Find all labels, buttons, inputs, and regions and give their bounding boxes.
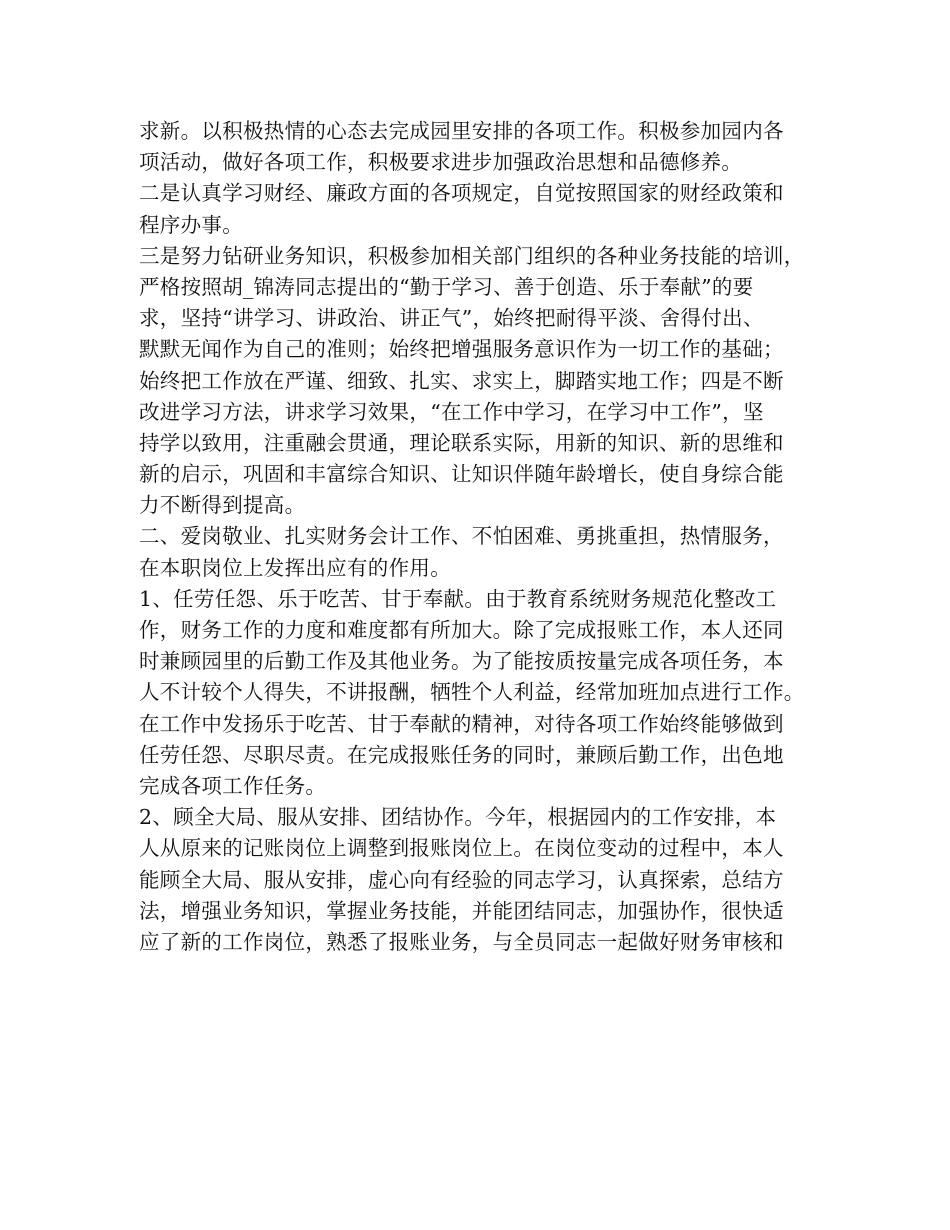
- text-line: 作，财务工作的力度和难度都有所加大。除了完成报账工作，本人还同: [139, 618, 784, 642]
- text-line: 默默无闻作为自己的准则；始终把增强服务意识作为一切工作的基础；: [139, 337, 784, 362]
- text-line: 新的启示，巩固和丰富综合知识、让知识伴随年龄增长，使自身综合能: [139, 462, 784, 487]
- text-line: 能顾全大局、服从安排，虚心向有经验的同志学习，认真探索，总结方: [139, 867, 784, 892]
- text-line: 改进学习方法，讲求学习效果，“在工作中学习，在学习中工作”，坚: [139, 399, 764, 424]
- body-text: [139, 116, 829, 958]
- text-line: 求，坚持“讲学习、讲政治、讲正气”，始终把耐得平淡、舍得付出、: [139, 306, 764, 331]
- text-line: 程序办事。: [139, 212, 243, 237]
- text-line: 项活动，做好各项工作，积极要求进步加强政治思想和品德修养。: [139, 150, 743, 175]
- text-line: 持学以致用，注重融会贯通，理论联系实际，用新的知识、新的思维和: [139, 430, 784, 455]
- text-line: 严格按照胡_锦涛同志提出的“勤于学习、善于创造、乐于奉献”的要: [139, 274, 754, 299]
- text-line: 人从原来的记账岗位上调整到报账岗位上。在岗位变动的过程中，本人: [139, 836, 784, 861]
- text-line: 在本职岗位上发挥出应有的作用。: [139, 555, 451, 580]
- text-line: 2、顾全大局、服从安排、团结协作。今年，根据园内的工作安排，本: [139, 805, 777, 830]
- text-line: 力不断得到提高。: [139, 493, 306, 518]
- text-line: 任劳任怨、尽职尽责。在完成报账任务的同时，兼顾后勤工作，出色地: [139, 742, 784, 767]
- text-line: 始终把工作放在严谨、细致、扎实、求实上，脚踏实地工作；四是不断: [139, 368, 784, 393]
- text-line: 三是努力钻研业务知识，积极参加相关部门组织的各种业务技能的培训，: [139, 243, 805, 268]
- text-line: 求新。以积极热情的心态去完成园里安排的各项工作。积极参加园内各: [139, 119, 784, 143]
- text-line: 在工作中发扬乐于吃苦、甘于奉献的精神，对待各项工作始终能够做到: [139, 711, 784, 736]
- text-line: 应了新的工作岗位，熟悉了报账业务，与全员同志一起做好财务审核和: [139, 929, 784, 954]
- text-line: 人不计较个人得失，不讲报酬，牺牲个人利益，经常加班加点进行工作。: [139, 680, 805, 705]
- text-line: 二、爱岗敬业、扎实财务会计工作、不怕困难、勇挑重担，热情服务，: [139, 524, 784, 549]
- text-line: 1、任劳任怨、乐于吃苦、甘于奉献。由于教育系统财务规范化整改工: [139, 586, 777, 611]
- text-line: 时兼顾园里的后勤工作及其他业务。为了能按质按量完成各项任务，本: [139, 649, 784, 674]
- text-line: 完成各项工作任务。: [139, 773, 327, 798]
- text-line: 二是认真学习财经、廉政方面的各项规定，自觉按照国家的财经政策和: [139, 181, 784, 206]
- text-line: 法，增强业务知识，掌握业务技能，并能团结同志，加强协作，很快适: [139, 898, 784, 923]
